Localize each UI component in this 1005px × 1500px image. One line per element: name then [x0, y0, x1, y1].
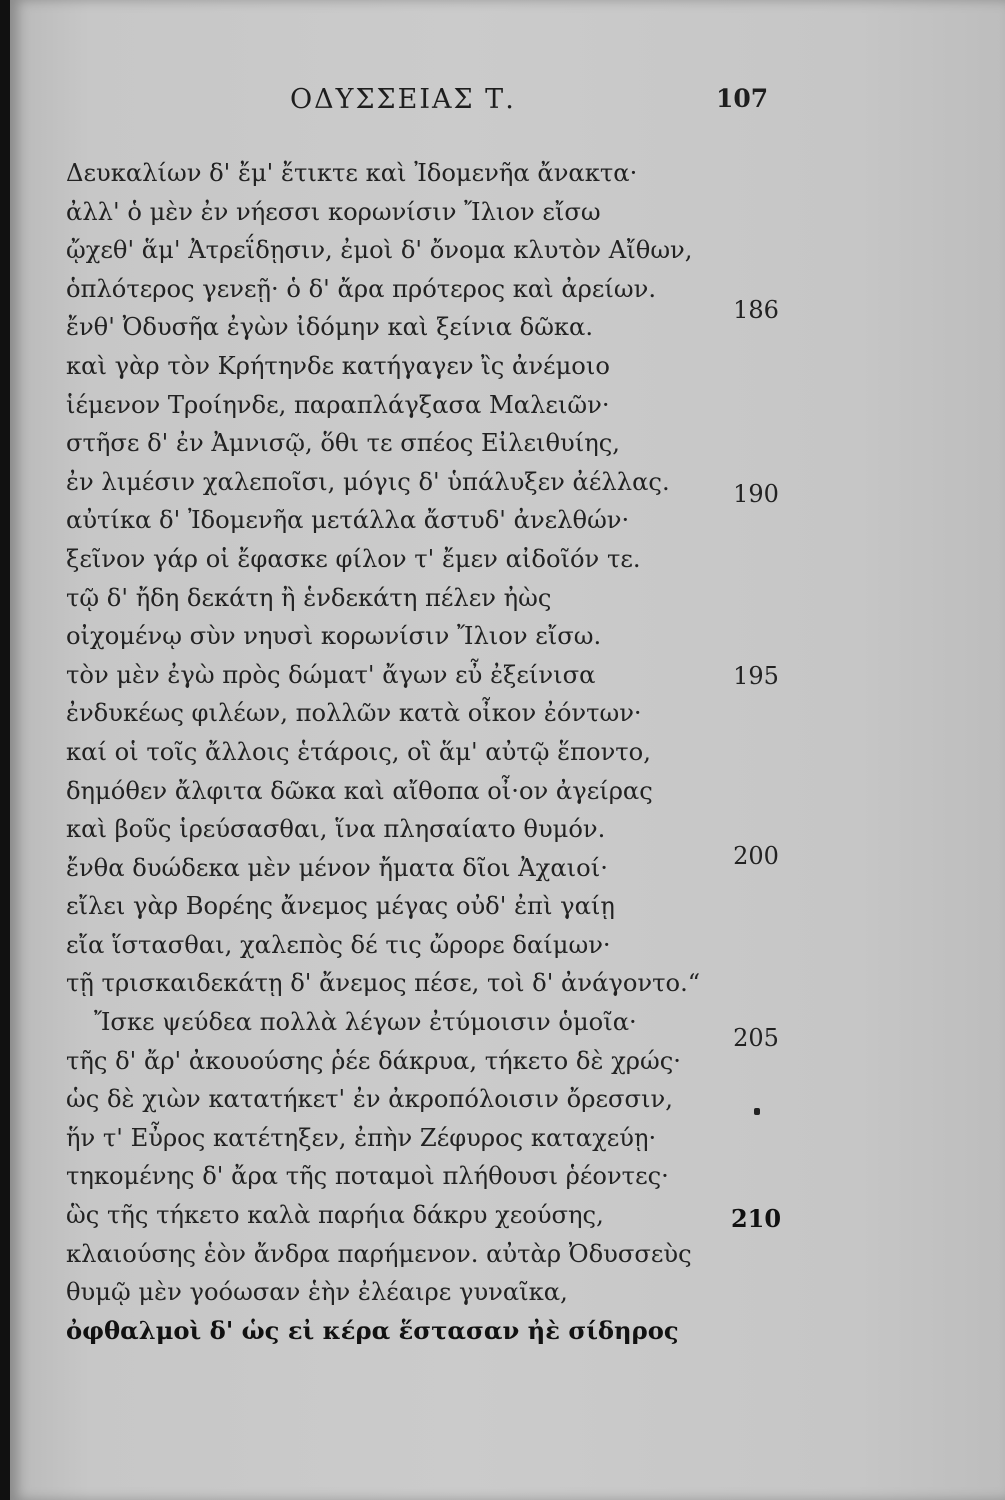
- verse-line: ἀλλ' ὁ μὲν ἐν νήεσσι κορωνίσιν Ἴλιον εἴσω: [66, 197, 601, 226]
- verse-line-indented: Ἴσκε ψεύδεα πολλὰ λέγων ἐτύμοισιν ὁμοῖα·: [94, 1008, 637, 1037]
- line-number-195: 195: [733, 662, 779, 690]
- verse-line: στῆσε δ' ἐν Ἀμνισῷ, ὅθι τε σπέος Εἰλειθυίης,: [66, 429, 620, 458]
- verse-line: τῷ δ' ἤδη δεκάτη ἢ ἑνδεκάτη πέλεν ἠὼς: [66, 583, 552, 612]
- verse-line: εἴλει γὰρ Βορέης ἄνεμος μέγας οὐδ' ἐπὶ γαίῃ: [66, 892, 615, 921]
- running-title: ΟΔΥΣΣΕΙΑΣ Τ.: [290, 84, 516, 115]
- line-number-210: 210: [730, 1204, 782, 1233]
- verse-line: καὶ βοῦς ἱρεύσασθαι, ἵνα πλησαίατο θυμόν.: [66, 815, 606, 844]
- verse-text: [66, 154, 726, 1350]
- verse-line: καί οἱ τοῖς ἄλλοις ἑτάροις, οἳ ἅμ' αὐτῷ ἕποντο,: [66, 737, 651, 766]
- verse-line: τὸν μὲν ἐγὼ πρὸς δώματ' ἄγων εὖ ἐξείνισα: [66, 660, 596, 689]
- verse-line: ὁπλότερος γενεῇ· ὁ δ' ἄρα πρότερος καὶ ἀρείων.: [66, 274, 657, 303]
- verse-line: ἐνδυκέως φιλέων, πολλῶν κατὰ οἶκον ἐόντων·: [66, 699, 642, 728]
- verse-line: ἐν λιμέσιν χαλεποῖσι, μόγις δ' ὑπάλυξεν ἀέλλας.: [66, 467, 670, 496]
- verse-line: τῇ τρισκαιδεκάτῃ δ' ἄνεμος πέσε, τοὶ δ' ἀνάγοντο.“: [66, 969, 701, 998]
- verse-line: καὶ γὰρ τὸν Κρήτηνδε κατήγαγεν ἲς ἀνέμοιο: [66, 351, 610, 380]
- verse-line: θυμῷ μὲν γοόωσαν ἑὴν ἐλέαιρε γυναῖκα,: [66, 1278, 568, 1307]
- verse-line: ὀφθαλμοὶ δ' ὡς εἰ κέρα ἕστασαν ἠὲ σίδηρος: [66, 1315, 679, 1345]
- verse-line: ὡς δὲ χιὼν κατατήκετ' ἐν ἀκροπόλοισιν ὄρεσσιν,: [66, 1085, 673, 1114]
- verse-line: κλαιούσης ἑὸν ἄνδρα παρήμενον. αὐτὰρ Ὀδυσσεὺς: [66, 1239, 692, 1268]
- page-gutter: [0, 0, 10, 1500]
- line-number-200: 200: [733, 842, 779, 870]
- verse-line: εἴα ἵστασθαι, χαλεπὸς δέ τις ὤρορε δαίμων·: [66, 930, 611, 959]
- verse-line: αὐτίκα δ' Ἰδομενῆα μετάλλα ἄστυδ' ἀνελθών·: [66, 506, 630, 535]
- verse-line: τῆς δ' ἄρ' ἀκουούσης ῥέε δάκρυα, τήκετο δὲ χρώς·: [66, 1046, 681, 1075]
- verse-line: ἥν τ' Εὖρος κατέτηξεν, ἐπὴν Ζέφυρος καταχεύῃ·: [66, 1123, 657, 1152]
- verse-line: ἱέμενον Τροίηνδε, παραπλάγξασα Μαλειῶν·: [66, 390, 610, 419]
- page-number: 107: [716, 84, 769, 113]
- verse-line: οἰχομένῳ σὺν νηυσὶ κορωνίσιν Ἴλιον εἴσω.: [66, 622, 602, 651]
- verse-line: Δευκαλίων δ' ἔμ' ἔτικτε καὶ Ἰδομενῆα ἄνακτα·: [66, 159, 638, 187]
- verse-line: ὣς τῆς τήκετο καλὰ παρήια δάκρυ χεούσης,: [66, 1201, 604, 1230]
- margin-dot-mark: [754, 1108, 760, 1115]
- verse-line: ξεῖνον γάρ οἱ ἔφασκε φίλον τ' ἔμεν αἰδοῖόν τε.: [66, 544, 641, 573]
- line-number-205: 205: [733, 1024, 779, 1052]
- line-number-190: 190: [733, 480, 779, 508]
- verse-line: δημόθεν ἄλφιτα δῶκα καὶ αἴθοπα οἶ·ον ἀγείρας: [66, 776, 653, 805]
- verse-line: ἔνθα δυώδεκα μὲν μένον ἤματα δῖοι Ἀχαιοί·: [66, 853, 608, 882]
- book-page: [10, 0, 1005, 1500]
- verse-line: τηκομένης δ' ἄρα τῆς ποταμοὶ πλήθουσι ῥέοντες·: [66, 1162, 669, 1191]
- verse-line: ἔνθ' Ὀδυσῆα ἐγὼν ἰδόμην καὶ ξείνια δῶκα.: [66, 313, 594, 342]
- verse-line: ᾤχεθ' ἅμ' Ἀτρεΐδῃσιν, ἐμοὶ δ' ὄνομα κλυτὸν Αἴθων,: [66, 236, 693, 265]
- line-number-186: 186: [733, 296, 779, 324]
